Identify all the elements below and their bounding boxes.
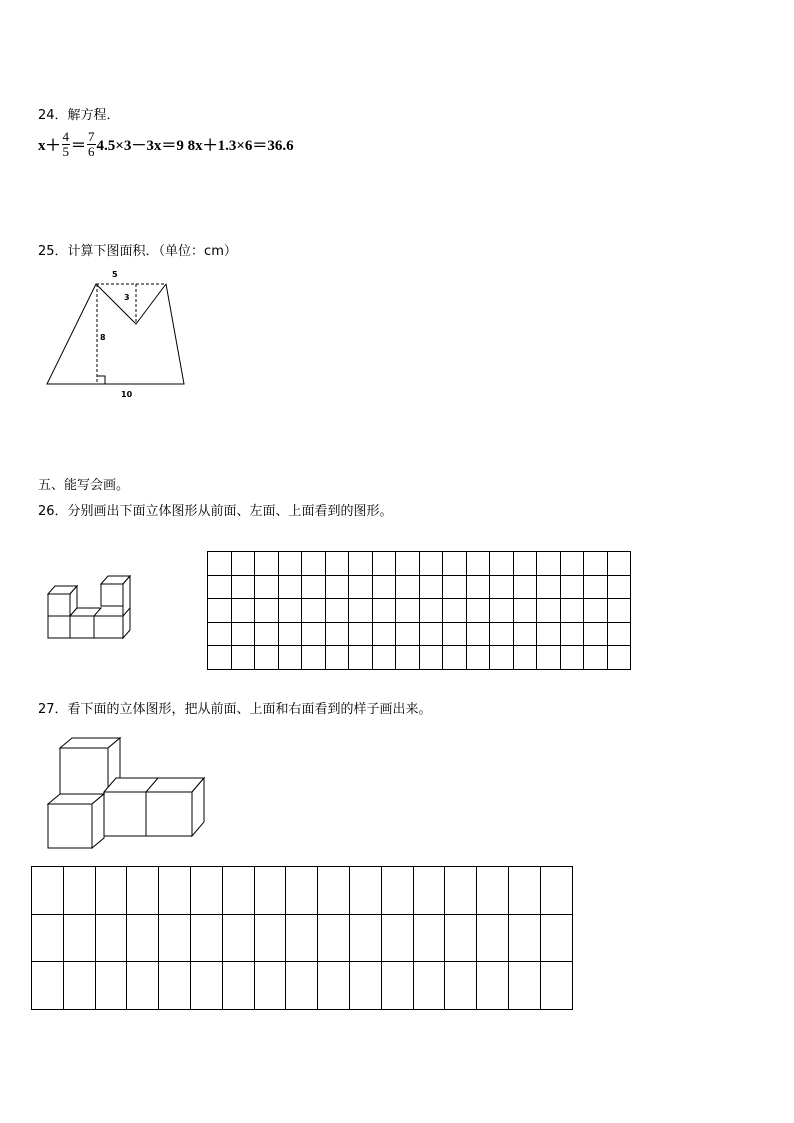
triangle-cutout <box>96 284 166 324</box>
grid-cell[interactable] <box>445 962 477 1010</box>
grid-cell[interactable] <box>372 622 396 646</box>
grid-cell[interactable] <box>231 599 255 623</box>
grid-cell[interactable] <box>159 914 191 962</box>
grid-cell[interactable] <box>159 962 191 1010</box>
grid-cell[interactable] <box>63 914 95 962</box>
grid-cell[interactable] <box>490 552 514 576</box>
grid-cell[interactable] <box>208 622 232 646</box>
grid-cell[interactable] <box>278 552 302 576</box>
grid-cell[interactable] <box>513 622 537 646</box>
q26-drawing-grid[interactable] <box>207 551 631 670</box>
grid-cell[interactable] <box>255 575 279 599</box>
grid-cell[interactable] <box>32 914 64 962</box>
grid-cell[interactable] <box>159 867 191 915</box>
grid-cell[interactable] <box>490 575 514 599</box>
q25-title: 25．计算下图面积．（单位：cm） <box>38 244 237 259</box>
grid-cell[interactable] <box>255 552 279 576</box>
grid-cell[interactable] <box>278 599 302 623</box>
grid-cell[interactable] <box>302 622 326 646</box>
grid-cell[interactable] <box>208 599 232 623</box>
grid-cell[interactable] <box>607 646 631 670</box>
grid-cell[interactable] <box>318 867 350 915</box>
grid-cell[interactable] <box>372 575 396 599</box>
grid-cell[interactable] <box>302 552 326 576</box>
q27-cube-front-3 <box>146 792 192 836</box>
grid-cell[interactable] <box>537 622 561 646</box>
grid-cell[interactable] <box>254 867 286 915</box>
grid-cell[interactable] <box>63 962 95 1010</box>
grid-cell[interactable] <box>325 575 349 599</box>
grid-cell[interactable] <box>584 552 608 576</box>
grid-cell[interactable] <box>95 914 127 962</box>
grid-cell[interactable] <box>349 575 373 599</box>
grid-cell[interactable] <box>231 552 255 576</box>
grid-cell[interactable] <box>302 575 326 599</box>
eq1-prefix: x＋ <box>38 138 61 154</box>
grid-cell[interactable] <box>413 914 445 962</box>
grid-cell[interactable] <box>513 599 537 623</box>
eq1-rhs-fraction <box>87 130 96 159</box>
grid-row <box>208 552 631 576</box>
grid-cell[interactable] <box>419 575 443 599</box>
grid-cell[interactable] <box>127 914 159 962</box>
grid-cell[interactable] <box>466 552 490 576</box>
grid-cell[interactable] <box>222 914 254 962</box>
grid-cell[interactable] <box>490 646 514 670</box>
eq1-rhs-denominator: 6 <box>88 144 95 159</box>
grid-cell[interactable] <box>537 575 561 599</box>
grid-cell[interactable] <box>278 646 302 670</box>
grid-cell[interactable] <box>222 962 254 1010</box>
grid-cell[interactable] <box>349 914 381 962</box>
grid-cell[interactable] <box>560 552 584 576</box>
grid-cell[interactable] <box>286 914 318 962</box>
grid-row <box>32 962 573 1010</box>
grid-cell[interactable] <box>540 962 572 1010</box>
q27-cube-front-2 <box>104 792 146 836</box>
grid-cell[interactable] <box>381 867 413 915</box>
grid-cell[interactable] <box>445 914 477 962</box>
grid-cell[interactable] <box>208 552 232 576</box>
grid-cell[interactable] <box>231 622 255 646</box>
q26-cube-front-5 <box>94 616 123 638</box>
grid-row <box>208 646 631 670</box>
q27-cube-side-2 <box>92 794 104 848</box>
label-top: 5 <box>112 270 118 279</box>
grid-cell[interactable] <box>325 552 349 576</box>
grid-cell[interactable] <box>95 867 127 915</box>
grid-cell[interactable] <box>95 962 127 1010</box>
q26-cube-front-3 <box>48 616 70 638</box>
q26-cube-front-4 <box>70 616 94 638</box>
grid-cell[interactable] <box>477 914 509 962</box>
grid-cell[interactable] <box>443 646 467 670</box>
grid-cell[interactable] <box>540 867 572 915</box>
q24-title: 24．解方程． <box>38 108 120 123</box>
grid-cell[interactable] <box>584 599 608 623</box>
grid-cell[interactable] <box>325 622 349 646</box>
grid-row <box>208 622 631 646</box>
q27-title: 27．看下面的立体图形，把从前面、上面和右面看到的样子画出来。 <box>38 702 432 717</box>
q27-grid-wrapper <box>31 866 573 1010</box>
grid-cell[interactable] <box>513 552 537 576</box>
grid-cell[interactable] <box>396 622 420 646</box>
trapezoid-outline <box>47 284 184 384</box>
grid-cell[interactable] <box>490 622 514 646</box>
grid-cell[interactable] <box>255 622 279 646</box>
grid-cell[interactable] <box>560 599 584 623</box>
grid-cell[interactable] <box>349 867 381 915</box>
grid-cell[interactable] <box>584 646 608 670</box>
grid-cell[interactable] <box>419 646 443 670</box>
q26-cube-front-2 <box>101 584 123 606</box>
grid-cell[interactable] <box>208 575 232 599</box>
grid-cell[interactable] <box>584 622 608 646</box>
grid-cell[interactable] <box>325 646 349 670</box>
grid-cell[interactable] <box>413 867 445 915</box>
grid-cell[interactable] <box>508 914 540 962</box>
grid-cell[interactable] <box>349 552 373 576</box>
grid-cell[interactable] <box>419 622 443 646</box>
grid-cell[interactable] <box>231 646 255 670</box>
grid-cell[interactable] <box>396 552 420 576</box>
grid-cell[interactable] <box>490 599 514 623</box>
q26-cube-figure <box>44 572 136 642</box>
grid-cell[interactable] <box>537 552 561 576</box>
q27-cube-top-row <box>104 778 204 792</box>
grid-cell[interactable] <box>381 962 413 1010</box>
grid-cell[interactable] <box>560 622 584 646</box>
label-bottom: 10 <box>121 390 133 399</box>
grid-cell[interactable] <box>396 575 420 599</box>
grid-cell[interactable] <box>190 962 222 1010</box>
q24-equations <box>38 130 294 159</box>
grid-cell[interactable] <box>540 914 572 962</box>
grid-row <box>208 575 631 599</box>
eq1-equals: ＝ <box>71 138 87 154</box>
section5-title: 五、能写会画。 <box>38 478 130 493</box>
grid-cell[interactable] <box>584 575 608 599</box>
grid-cell[interactable] <box>286 962 318 1010</box>
grid-cell[interactable] <box>286 867 318 915</box>
grid-cell[interactable] <box>508 867 540 915</box>
grid-cell[interactable] <box>466 599 490 623</box>
eq1-fraction-denominator: 5 <box>62 144 70 159</box>
grid-cell[interactable] <box>445 867 477 915</box>
grid-cell[interactable] <box>560 575 584 599</box>
q27-cube-figure <box>44 736 208 852</box>
grid-cell[interactable] <box>443 552 467 576</box>
grid-cell[interactable] <box>607 552 631 576</box>
grid-cell[interactable] <box>381 914 413 962</box>
grid-cell[interactable] <box>466 646 490 670</box>
grid-cell[interactable] <box>222 867 254 915</box>
grid-cell[interactable] <box>349 599 373 623</box>
q27-drawing-grid[interactable] <box>31 866 573 1010</box>
grid-cell[interactable] <box>537 646 561 670</box>
grid-cell[interactable] <box>278 622 302 646</box>
grid-cell[interactable] <box>302 599 326 623</box>
q26-grid-wrapper <box>207 551 631 670</box>
grid-row <box>32 867 573 915</box>
eq1-rhs-numerator: 7 <box>88 129 95 144</box>
grid-cell[interactable] <box>318 914 350 962</box>
grid-cell[interactable] <box>443 575 467 599</box>
q27-cube-front-4 <box>48 804 92 848</box>
grid-cell[interactable] <box>325 599 349 623</box>
grid-cell[interactable] <box>278 575 302 599</box>
grid-cell[interactable] <box>466 622 490 646</box>
grid-cell[interactable] <box>607 622 631 646</box>
grid-row <box>208 599 631 623</box>
grid-cell[interactable] <box>255 646 279 670</box>
grid-cell[interactable] <box>254 962 286 1010</box>
grid-cell[interactable] <box>127 962 159 1010</box>
grid-cell[interactable] <box>190 867 222 915</box>
grid-cell[interactable] <box>396 646 420 670</box>
grid-cell[interactable] <box>560 646 584 670</box>
grid-cell[interactable] <box>63 867 95 915</box>
trapezoid-figure <box>40 266 200 402</box>
grid-cell[interactable] <box>372 599 396 623</box>
grid-cell[interactable] <box>396 599 420 623</box>
grid-cell[interactable] <box>32 962 64 1010</box>
q26-title: 26．分别画出下面立体图形从前面、左面、上面看到的图形。 <box>38 504 393 519</box>
grid-cell[interactable] <box>477 962 509 1010</box>
grid-cell[interactable] <box>372 646 396 670</box>
grid-cell[interactable] <box>190 914 222 962</box>
label-inner: 3 <box>124 293 130 302</box>
grid-row <box>32 914 573 962</box>
grid-cell[interactable] <box>349 646 373 670</box>
eq-rest: 4.5×3－3x＝9 8x＋1.3×6＝36.6 <box>96 138 294 154</box>
grid-cell[interactable] <box>372 552 396 576</box>
grid-cell[interactable] <box>255 599 279 623</box>
grid-cell[interactable] <box>318 962 350 1010</box>
q26-cube-front-1 <box>48 594 70 616</box>
grid-cell[interactable] <box>443 622 467 646</box>
right-angle-mark <box>97 376 105 384</box>
grid-cell[interactable] <box>349 962 381 1010</box>
grid-cell[interactable] <box>302 646 326 670</box>
grid-cell[interactable] <box>477 867 509 915</box>
eq1-fraction-numerator: 4 <box>62 129 70 144</box>
eq1-fraction <box>62 130 71 159</box>
grid-cell[interactable] <box>254 914 286 962</box>
grid-cell[interactable] <box>231 575 255 599</box>
grid-cell[interactable] <box>513 646 537 670</box>
grid-cell[interactable] <box>413 962 445 1010</box>
grid-cell[interactable] <box>607 599 631 623</box>
grid-cell[interactable] <box>513 575 537 599</box>
grid-cell[interactable] <box>419 552 443 576</box>
grid-cell[interactable] <box>466 575 490 599</box>
grid-cell[interactable] <box>127 867 159 915</box>
grid-cell[interactable] <box>32 867 64 915</box>
q27-cube-front-1 <box>60 748 108 794</box>
label-height: 8 <box>100 333 106 342</box>
grid-cell[interactable] <box>419 599 443 623</box>
grid-cell[interactable] <box>349 622 373 646</box>
grid-cell[interactable] <box>443 599 467 623</box>
grid-cell[interactable] <box>607 575 631 599</box>
grid-cell[interactable] <box>537 599 561 623</box>
grid-cell[interactable] <box>208 646 232 670</box>
grid-cell[interactable] <box>508 962 540 1010</box>
